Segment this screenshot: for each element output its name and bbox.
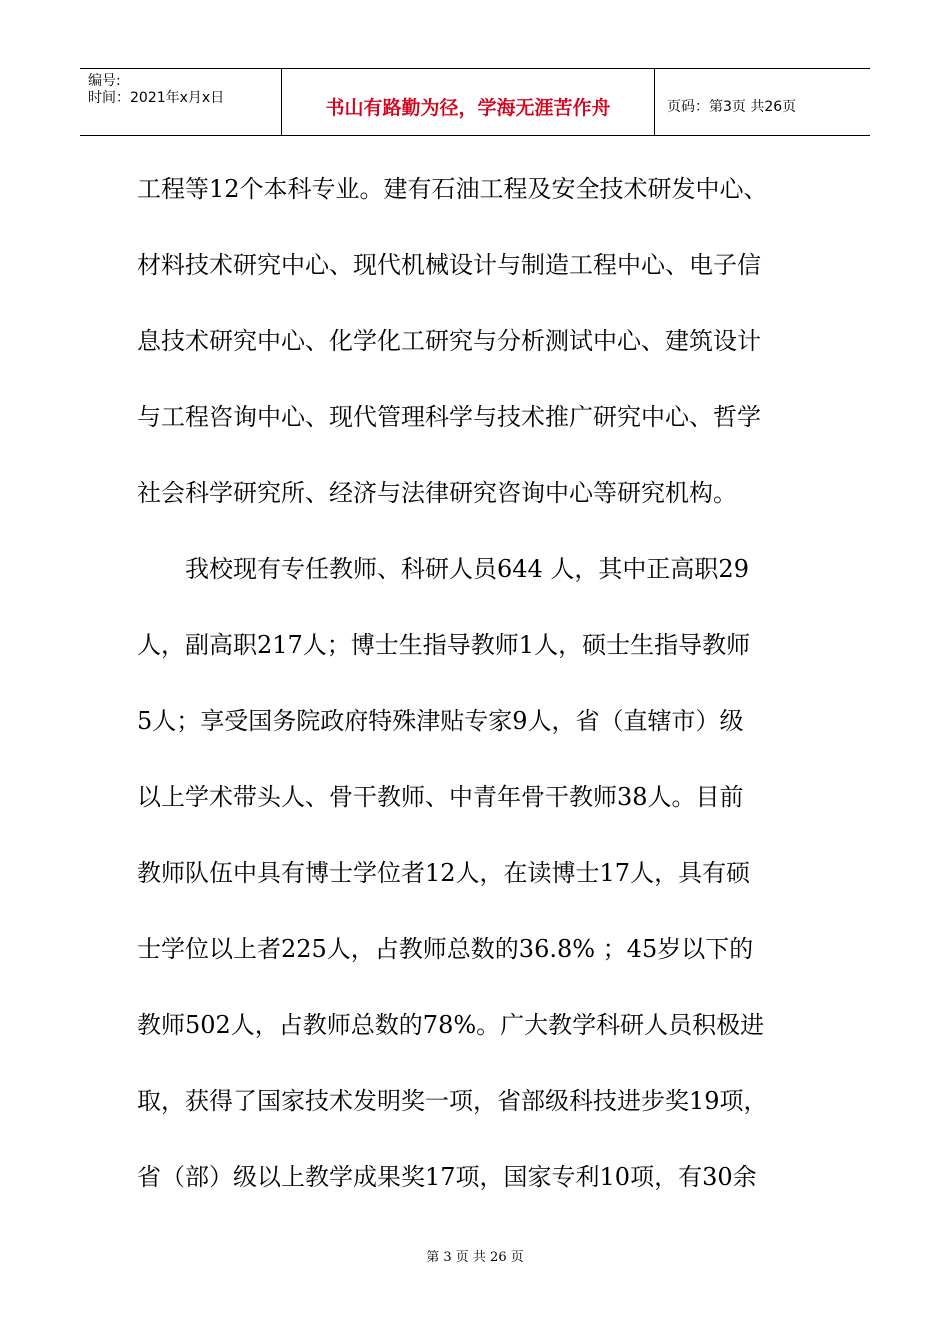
body-line: 士学位以上者225人，占教师总数的36.8% ；45岁以下的 — [137, 935, 754, 963]
body-line: 5人；享受国务院政府特殊津贴专家9人，省（直辖市）级 — [137, 707, 744, 735]
body-line: 社会科学研究所、经济与法律研究咨询中心等研究机构。 — [137, 479, 737, 507]
body-line: 教师502人，占教师总数的78%。广大教学科研人员积极进 — [137, 1011, 765, 1039]
body-line: 省（部）级以上教学成果奖17项，国家专利10项，有30余 — [137, 1163, 757, 1191]
header-meta — [80, 69, 282, 135]
body-line: 工程等12个本科专业。建有石油工程及安全技术研发中心、 — [137, 175, 768, 203]
paragraph-start-line: 我校现有专任教师、科研人员644 人，其中正高职29 — [185, 555, 749, 583]
body-line: 息技术研究中心、化学化工研究与分析测试中心、建筑设计 — [137, 327, 761, 355]
body-line: 人，副高职217人；博士生指导教师1人，硕士生指导教师 — [137, 631, 751, 659]
body-line: 教师队伍中具有博士学位者12人，在读博士17人，具有硕 — [137, 859, 751, 887]
page-header — [80, 68, 870, 136]
body-line: 取，获得了国家技术发明奖一项，省部级科技进步奖19项， — [137, 1087, 768, 1115]
header-page-info: 页码：第3页 共26页 — [667, 99, 797, 115]
header-motto: 书山有路勤为径，学海无涯苦作舟 — [282, 69, 655, 135]
document-time-label: 时间：2021年x月x日 — [88, 90, 225, 106]
page-footer: 第 3 页 共 26 页 — [426, 1250, 524, 1265]
document-number-label: 编号: — [88, 73, 121, 89]
body-line: 与工程咨询中心、现代管理科学与技术推广研究中心、哲学 — [137, 403, 761, 431]
body-line: 以上学术带头人、骨干教师、中青年骨干教师38人。目前 — [137, 783, 744, 811]
body-line: 材料技术研究中心、现代机械设计与制造工程中心、电子信 — [137, 251, 761, 279]
body-text — [137, 158, 827, 1222]
